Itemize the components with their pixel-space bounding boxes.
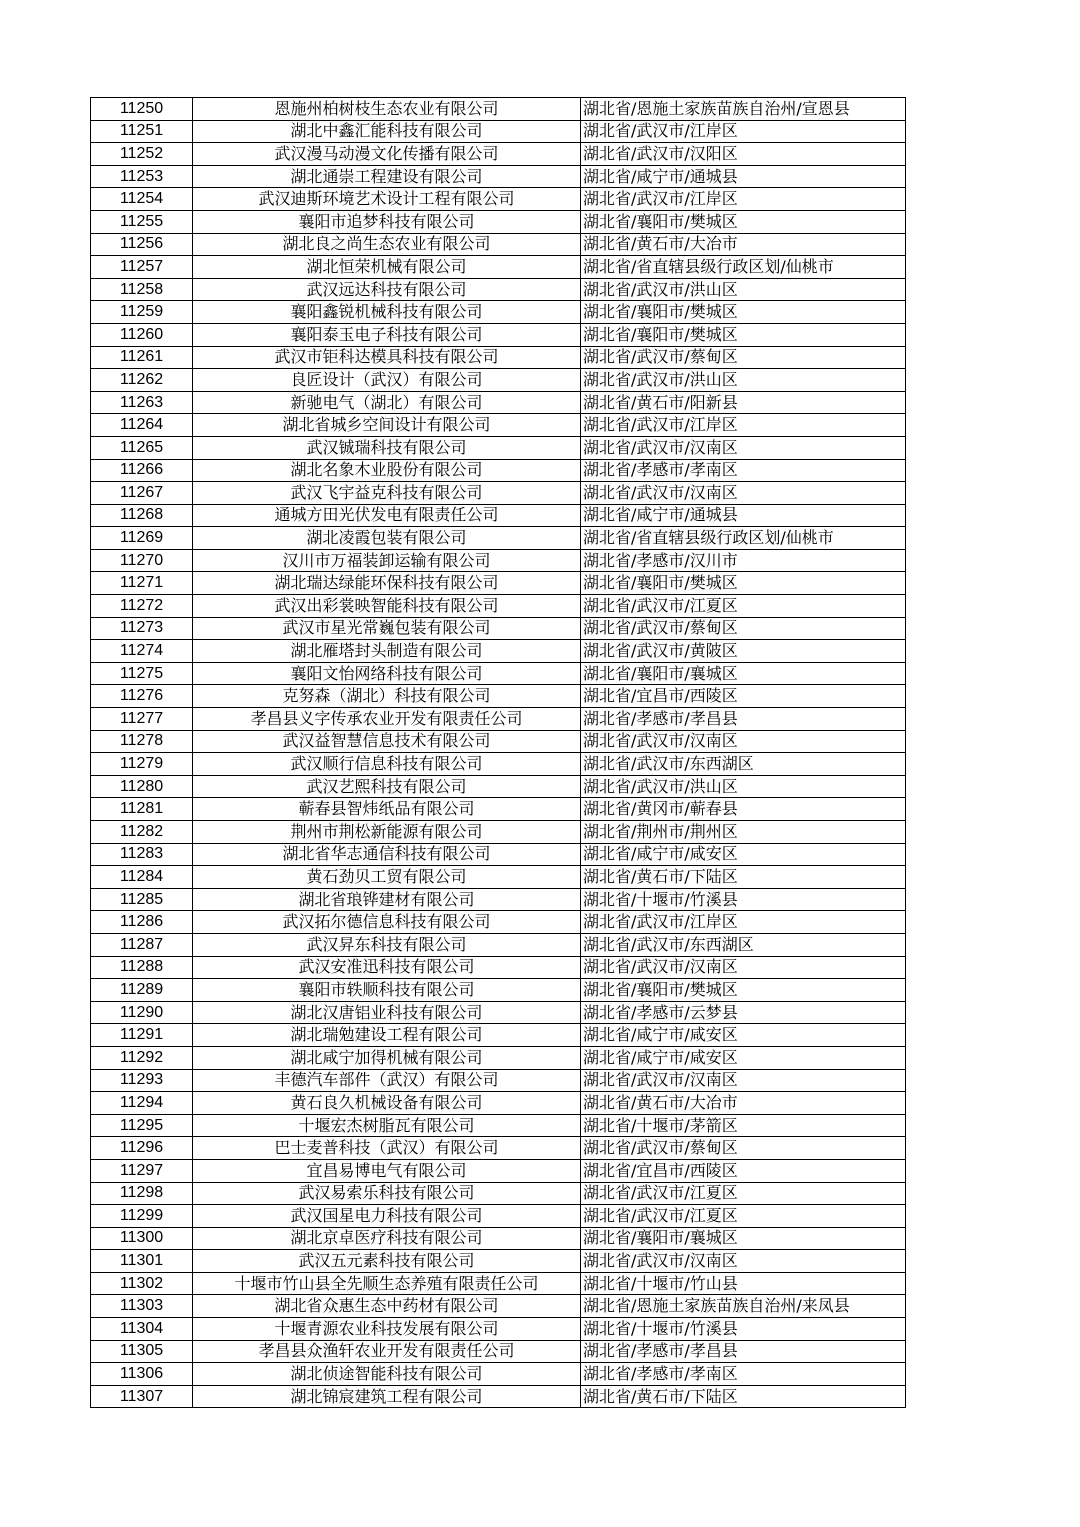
table-row <box>91 165 906 188</box>
row-id-cell: 11263 <box>91 391 193 414</box>
company-name-cell: 湖北省华志通信科技有限公司 <box>193 843 581 866</box>
row-id-cell: 11265 <box>91 436 193 459</box>
company-name-cell: 武汉五元素科技有限公司 <box>193 1250 581 1273</box>
table-row <box>91 911 906 934</box>
row-id-cell: 11306 <box>91 1363 193 1386</box>
region-cell: 湖北省/武汉市/江岸区 <box>581 188 906 211</box>
row-id-cell: 11286 <box>91 911 193 934</box>
company-name-cell: 新驰电气（湖北）有限公司 <box>193 391 581 414</box>
company-name-cell: 武汉国星电力科技有限公司 <box>193 1205 581 1228</box>
table-row <box>91 188 906 211</box>
company-name-cell: 良匠设计（武汉）有限公司 <box>193 369 581 392</box>
company-name-cell: 湖北汉唐铝业科技有限公司 <box>193 1001 581 1024</box>
row-id-cell: 11262 <box>91 369 193 392</box>
table-row <box>91 1114 906 1137</box>
row-id-cell: 11295 <box>91 1114 193 1137</box>
company-name-cell: 十堰宏杰树脂瓦有限公司 <box>193 1114 581 1137</box>
table-row <box>91 233 906 256</box>
row-id-cell: 11253 <box>91 165 193 188</box>
company-name-cell: 通城方田光伏发电有限责任公司 <box>193 504 581 527</box>
company-name-cell: 襄阳市轶顺科技有限公司 <box>193 979 581 1002</box>
table-row <box>91 775 906 798</box>
row-id-cell: 11292 <box>91 1046 193 1069</box>
region-cell: 湖北省/黄石市/下陆区 <box>581 1385 906 1408</box>
company-name-cell: 湖北良之尚生态农业有限公司 <box>193 233 581 256</box>
region-cell: 湖北省/武汉市/洪山区 <box>581 278 906 301</box>
region-cell: 湖北省/宜昌市/西陵区 <box>581 685 906 708</box>
table-row <box>91 888 906 911</box>
table-row <box>91 617 906 640</box>
company-name-cell: 恩施州柏树枝生态农业有限公司 <box>193 98 581 121</box>
table-row <box>91 1137 906 1160</box>
region-cell: 湖北省/黄石市/阳新县 <box>581 391 906 414</box>
region-cell: 湖北省/十堰市/竹溪县 <box>581 888 906 911</box>
region-cell: 湖北省/孝感市/汉川市 <box>581 549 906 572</box>
region-cell: 湖北省/武汉市/汉南区 <box>581 730 906 753</box>
table-row <box>91 414 906 437</box>
region-cell: 湖北省/十堰市/茅箭区 <box>581 1114 906 1137</box>
table-row <box>91 98 906 121</box>
table-row <box>91 504 906 527</box>
row-id-cell: 11291 <box>91 1024 193 1047</box>
company-name-cell: 湖北凌霞包装有限公司 <box>193 527 581 550</box>
table-row <box>91 1159 906 1182</box>
company-name-cell: 汉川市万福装卸运输有限公司 <box>193 549 581 572</box>
company-name-cell: 丰德汽车部件（武汉）有限公司 <box>193 1069 581 1092</box>
table-row <box>91 1227 906 1250</box>
row-id-cell: 11276 <box>91 685 193 708</box>
company-name-cell: 孝昌县众渔轩农业开发有限责任公司 <box>193 1340 581 1363</box>
table-row <box>91 956 906 979</box>
region-cell: 湖北省/孝感市/孝南区 <box>581 459 906 482</box>
table-row <box>91 933 906 956</box>
table-row <box>91 278 906 301</box>
row-id-cell: 11273 <box>91 617 193 640</box>
region-cell: 湖北省/襄阳市/襄城区 <box>581 1227 906 1250</box>
region-cell: 湖北省/黄石市/大冶市 <box>581 233 906 256</box>
row-id-cell: 11268 <box>91 504 193 527</box>
company-name-cell: 武汉飞宇益克科技有限公司 <box>193 482 581 505</box>
company-name-cell: 湖北京卓医疗科技有限公司 <box>193 1227 581 1250</box>
row-id-cell: 11259 <box>91 301 193 324</box>
company-name-cell: 襄阳泰玉电子科技有限公司 <box>193 323 581 346</box>
table-row <box>91 843 906 866</box>
company-name-cell: 湖北省城乡空间设计有限公司 <box>193 414 581 437</box>
company-name-cell: 十堰市竹山县全先顺生态养殖有限责任公司 <box>193 1272 581 1295</box>
row-id-cell: 11290 <box>91 1001 193 1024</box>
company-name-cell: 武汉出彩裳映智能科技有限公司 <box>193 595 581 618</box>
region-cell: 湖北省/武汉市/江岸区 <box>581 414 906 437</box>
row-id-cell: 11303 <box>91 1295 193 1318</box>
region-cell: 湖北省/武汉市/汉南区 <box>581 482 906 505</box>
region-cell: 湖北省/武汉市/汉南区 <box>581 436 906 459</box>
table-row <box>91 459 906 482</box>
company-name-cell: 黄石良久机械设备有限公司 <box>193 1092 581 1115</box>
region-cell: 湖北省/襄阳市/樊城区 <box>581 210 906 233</box>
region-cell: 湖北省/荆州市/荆州区 <box>581 821 906 844</box>
row-id-cell: 11267 <box>91 482 193 505</box>
company-name-cell: 武汉漫马动漫文化传播有限公司 <box>193 143 581 166</box>
company-name-cell: 武汉铖瑞科技有限公司 <box>193 436 581 459</box>
region-cell: 湖北省/黄石市/大冶市 <box>581 1092 906 1115</box>
row-id-cell: 11296 <box>91 1137 193 1160</box>
table-row <box>91 1046 906 1069</box>
region-cell: 湖北省/十堰市/竹山县 <box>581 1272 906 1295</box>
company-name-cell: 襄阳鑫锐机械科技有限公司 <box>193 301 581 324</box>
table-row <box>91 549 906 572</box>
table-row <box>91 527 906 550</box>
region-cell: 湖北省/武汉市/汉阳区 <box>581 143 906 166</box>
region-cell: 湖北省/黄石市/下陆区 <box>581 866 906 889</box>
table-row <box>91 120 906 143</box>
region-cell: 湖北省/十堰市/竹溪县 <box>581 1318 906 1341</box>
company-name-cell: 黄石劲贝工贸有限公司 <box>193 866 581 889</box>
region-cell: 湖北省/武汉市/黄陂区 <box>581 640 906 663</box>
table-row <box>91 143 906 166</box>
row-id-cell: 11282 <box>91 821 193 844</box>
region-cell: 湖北省/武汉市/东西湖区 <box>581 753 906 776</box>
row-id-cell: 11302 <box>91 1272 193 1295</box>
table-row <box>91 595 906 618</box>
region-cell: 湖北省/武汉市/蔡甸区 <box>581 1137 906 1160</box>
table-row <box>91 301 906 324</box>
row-id-cell: 11297 <box>91 1159 193 1182</box>
row-id-cell: 11257 <box>91 256 193 279</box>
table-row <box>91 369 906 392</box>
company-name-cell: 湖北省众惠生态中药材有限公司 <box>193 1295 581 1318</box>
row-id-cell: 11271 <box>91 572 193 595</box>
row-id-cell: 11298 <box>91 1182 193 1205</box>
table-row <box>91 1272 906 1295</box>
region-cell: 湖北省/襄阳市/樊城区 <box>581 323 906 346</box>
table-row <box>91 798 906 821</box>
row-id-cell: 11300 <box>91 1227 193 1250</box>
company-name-cell: 武汉迪斯环境艺术设计工程有限公司 <box>193 188 581 211</box>
region-cell: 湖北省/孝感市/孝南区 <box>581 1363 906 1386</box>
company-name-cell: 湖北雁塔封头制造有限公司 <box>193 640 581 663</box>
company-name-cell: 湖北恒荣机械有限公司 <box>193 256 581 279</box>
row-id-cell: 11254 <box>91 188 193 211</box>
region-cell: 湖北省/咸宁市/通城县 <box>581 504 906 527</box>
company-name-cell: 武汉昇东科技有限公司 <box>193 933 581 956</box>
row-id-cell: 11285 <box>91 888 193 911</box>
region-cell: 湖北省/武汉市/洪山区 <box>581 775 906 798</box>
company-name-cell: 武汉安准迅科技有限公司 <box>193 956 581 979</box>
region-cell: 湖北省/黄冈市/蕲春县 <box>581 798 906 821</box>
region-cell: 湖北省/咸宁市/咸安区 <box>581 843 906 866</box>
company-name-cell: 湖北瑞勉建设工程有限公司 <box>193 1024 581 1047</box>
table-row <box>91 482 906 505</box>
region-cell: 湖北省/武汉市/蔡甸区 <box>581 346 906 369</box>
region-cell: 湖北省/咸宁市/咸安区 <box>581 1024 906 1047</box>
row-id-cell: 11278 <box>91 730 193 753</box>
company-name-cell: 武汉拓尔德信息科技有限公司 <box>193 911 581 934</box>
row-id-cell: 11283 <box>91 843 193 866</box>
company-name-cell: 湖北中鑫汇能科技有限公司 <box>193 120 581 143</box>
company-name-cell: 武汉市星光常巍包装有限公司 <box>193 617 581 640</box>
table-row <box>91 210 906 233</box>
table-row <box>91 1250 906 1273</box>
row-id-cell: 11274 <box>91 640 193 663</box>
company-list-table <box>90 97 906 1408</box>
row-id-cell: 11305 <box>91 1340 193 1363</box>
table-row <box>91 866 906 889</box>
region-cell: 湖北省/武汉市/江岸区 <box>581 911 906 934</box>
region-cell: 湖北省/襄阳市/樊城区 <box>581 979 906 1002</box>
company-name-cell: 湖北名象木业股份有限公司 <box>193 459 581 482</box>
table-row <box>91 1318 906 1341</box>
region-cell: 湖北省/武汉市/江夏区 <box>581 595 906 618</box>
table-row <box>91 821 906 844</box>
table-row <box>91 323 906 346</box>
company-name-cell: 武汉艺熙科技有限公司 <box>193 775 581 798</box>
table-row <box>91 1340 906 1363</box>
row-id-cell: 11270 <box>91 549 193 572</box>
row-id-cell: 11307 <box>91 1385 193 1408</box>
company-name-cell: 湖北锦宸建筑工程有限公司 <box>193 1385 581 1408</box>
table-row <box>91 979 906 1002</box>
row-id-cell: 11266 <box>91 459 193 482</box>
region-cell: 湖北省/咸宁市/通城县 <box>581 165 906 188</box>
row-id-cell: 11260 <box>91 323 193 346</box>
company-list-body <box>91 98 906 1408</box>
row-id-cell: 11264 <box>91 414 193 437</box>
table-row <box>91 1295 906 1318</box>
table-row <box>91 1001 906 1024</box>
table-row <box>91 662 906 685</box>
table-row <box>91 1069 906 1092</box>
region-cell: 湖北省/武汉市/江岸区 <box>581 120 906 143</box>
table-row <box>91 753 906 776</box>
row-id-cell: 11299 <box>91 1205 193 1228</box>
table-row <box>91 436 906 459</box>
company-name-cell: 克努森（湖北）科技有限公司 <box>193 685 581 708</box>
row-id-cell: 11281 <box>91 798 193 821</box>
region-cell: 湖北省/恩施土家族苗族自治州/宣恩县 <box>581 98 906 121</box>
region-cell: 湖北省/武汉市/汉南区 <box>581 1069 906 1092</box>
company-name-cell: 武汉顺行信息科技有限公司 <box>193 753 581 776</box>
company-name-cell: 蕲春县智炜纸品有限公司 <box>193 798 581 821</box>
company-name-cell: 湖北侦途智能科技有限公司 <box>193 1363 581 1386</box>
row-id-cell: 11255 <box>91 210 193 233</box>
region-cell: 湖北省/襄阳市/樊城区 <box>581 301 906 324</box>
region-cell: 湖北省/武汉市/汉南区 <box>581 956 906 979</box>
table-row <box>91 1385 906 1408</box>
region-cell: 湖北省/武汉市/汉南区 <box>581 1250 906 1273</box>
row-id-cell: 11301 <box>91 1250 193 1273</box>
company-name-cell: 武汉易索乐科技有限公司 <box>193 1182 581 1205</box>
region-cell: 湖北省/武汉市/蔡甸区 <box>581 617 906 640</box>
company-name-cell: 武汉益智慧信息技术有限公司 <box>193 730 581 753</box>
region-cell: 湖北省/恩施土家族苗族自治州/来凤县 <box>581 1295 906 1318</box>
row-id-cell: 11294 <box>91 1092 193 1115</box>
row-id-cell: 11258 <box>91 278 193 301</box>
company-name-cell: 武汉远达科技有限公司 <box>193 278 581 301</box>
row-id-cell: 11289 <box>91 979 193 1002</box>
table-row <box>91 1205 906 1228</box>
company-name-cell: 孝昌县义字传承农业开发有限责任公司 <box>193 708 581 731</box>
row-id-cell: 11304 <box>91 1318 193 1341</box>
row-id-cell: 11279 <box>91 753 193 776</box>
table-row <box>91 391 906 414</box>
table-row <box>91 730 906 753</box>
row-id-cell: 11284 <box>91 866 193 889</box>
region-cell: 湖北省/孝感市/孝昌县 <box>581 708 906 731</box>
company-name-cell: 湖北咸宁加得机械有限公司 <box>193 1046 581 1069</box>
table-row <box>91 640 906 663</box>
company-name-cell: 武汉市钜科达模具科技有限公司 <box>193 346 581 369</box>
table-row <box>91 1092 906 1115</box>
region-cell: 湖北省/宜昌市/西陵区 <box>581 1159 906 1182</box>
company-name-cell: 宜昌易博电气有限公司 <box>193 1159 581 1182</box>
region-cell: 湖北省/武汉市/江夏区 <box>581 1182 906 1205</box>
company-name-cell: 湖北通崇工程建设有限公司 <box>193 165 581 188</box>
company-name-cell: 襄阳市追梦科技有限公司 <box>193 210 581 233</box>
region-cell: 湖北省/孝感市/孝昌县 <box>581 1340 906 1363</box>
table-row <box>91 1182 906 1205</box>
table-row <box>91 572 906 595</box>
table-row <box>91 708 906 731</box>
row-id-cell: 11288 <box>91 956 193 979</box>
table-row <box>91 256 906 279</box>
region-cell: 湖北省/省直辖县级行政区划/仙桃市 <box>581 527 906 550</box>
table-row <box>91 346 906 369</box>
row-id-cell: 11293 <box>91 1069 193 1092</box>
row-id-cell: 11251 <box>91 120 193 143</box>
region-cell: 湖北省/武汉市/洪山区 <box>581 369 906 392</box>
region-cell: 湖北省/襄阳市/襄城区 <box>581 662 906 685</box>
row-id-cell: 11277 <box>91 708 193 731</box>
region-cell: 湖北省/武汉市/东西湖区 <box>581 933 906 956</box>
row-id-cell: 11269 <box>91 527 193 550</box>
row-id-cell: 11252 <box>91 143 193 166</box>
row-id-cell: 11250 <box>91 98 193 121</box>
region-cell: 湖北省/武汉市/江夏区 <box>581 1205 906 1228</box>
table-row <box>91 1363 906 1386</box>
table-row <box>91 1024 906 1047</box>
row-id-cell: 11272 <box>91 595 193 618</box>
row-id-cell: 11287 <box>91 933 193 956</box>
company-name-cell: 荆州市荆松新能源有限公司 <box>193 821 581 844</box>
company-name-cell: 十堰青源农业科技发展有限公司 <box>193 1318 581 1341</box>
table-row <box>91 685 906 708</box>
region-cell: 湖北省/襄阳市/樊城区 <box>581 572 906 595</box>
row-id-cell: 11256 <box>91 233 193 256</box>
company-name-cell: 湖北省琅铧建材有限公司 <box>193 888 581 911</box>
row-id-cell: 11261 <box>91 346 193 369</box>
company-name-cell: 巴士麦普科技（武汉）有限公司 <box>193 1137 581 1160</box>
row-id-cell: 11275 <box>91 662 193 685</box>
company-name-cell: 湖北瑞达绿能环保科技有限公司 <box>193 572 581 595</box>
region-cell: 湖北省/省直辖县级行政区划/仙桃市 <box>581 256 906 279</box>
region-cell: 湖北省/孝感市/云梦县 <box>581 1001 906 1024</box>
company-name-cell: 襄阳文怡网络科技有限公司 <box>193 662 581 685</box>
region-cell: 湖北省/咸宁市/咸安区 <box>581 1046 906 1069</box>
row-id-cell: 11280 <box>91 775 193 798</box>
